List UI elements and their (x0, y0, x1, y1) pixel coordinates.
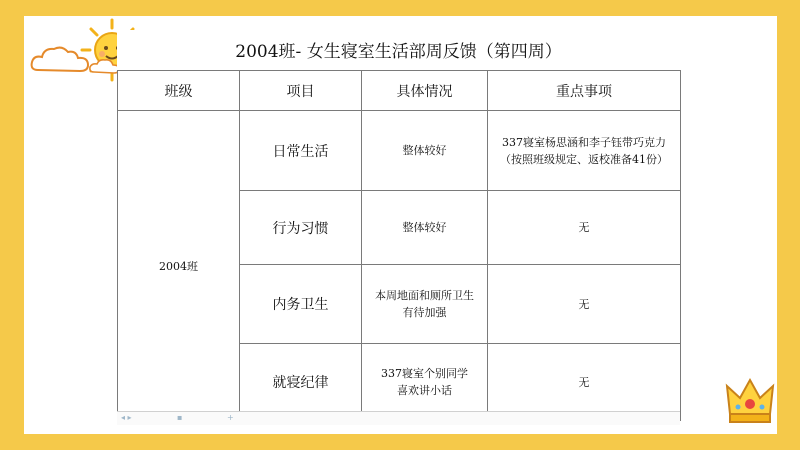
notes-cell (488, 265, 681, 344)
item-cell: 日常生活 (240, 111, 362, 191)
status-text: 整体较好 (402, 221, 447, 234)
header-item: 项目 (240, 71, 362, 111)
header-notes: 重点事项 (488, 71, 681, 111)
notes-text: 无 (578, 297, 590, 311)
sheet-title: 2004班- 女生寝室生活部周反馈（第四周） (235, 41, 562, 62)
spreadsheet-view (117, 30, 680, 426)
table-row (118, 111, 681, 191)
add-sheet-button[interactable]: + (227, 413, 234, 422)
feedback-table (117, 70, 681, 421)
sheet-tab-bar (117, 411, 680, 425)
status-cell (362, 344, 488, 421)
notes-cell (488, 111, 681, 191)
table-header-row (118, 71, 681, 111)
status-text: 本周地面和厕所卫生 (375, 289, 474, 302)
status-text: 337寝室个别同学 (381, 367, 468, 380)
status-cell (362, 191, 488, 265)
tab-scroll-arrows[interactable]: ◂ ▸ (121, 413, 132, 422)
status-text: 喜欢讲小话 (397, 384, 452, 397)
item-cell: 内务卫生 (240, 265, 362, 344)
notes-cell (488, 191, 681, 265)
notes-text: 无 (578, 221, 590, 234)
item-cell: 行为习惯 (240, 191, 362, 265)
item-cell: 就寝纪律 (240, 344, 362, 421)
class-cell: 2004班 (118, 111, 240, 421)
crown-icon (724, 374, 776, 434)
status-text: 整体较好 (402, 144, 447, 157)
notes-text: 无 (578, 375, 590, 389)
header-status: 具体情况 (362, 71, 488, 111)
notes-text: 337寝室杨思涵和李子钰带巧克力 (502, 135, 666, 149)
header-class: 班级 (118, 71, 240, 111)
notes-cell (488, 344, 681, 421)
status-cell (362, 111, 488, 191)
notes-text: （按照班级规定、返校准备41份） (500, 152, 668, 166)
status-cell (362, 265, 488, 344)
sheet-tab[interactable]: ▪ (177, 413, 183, 422)
status-text: 有待加强 (402, 306, 447, 319)
